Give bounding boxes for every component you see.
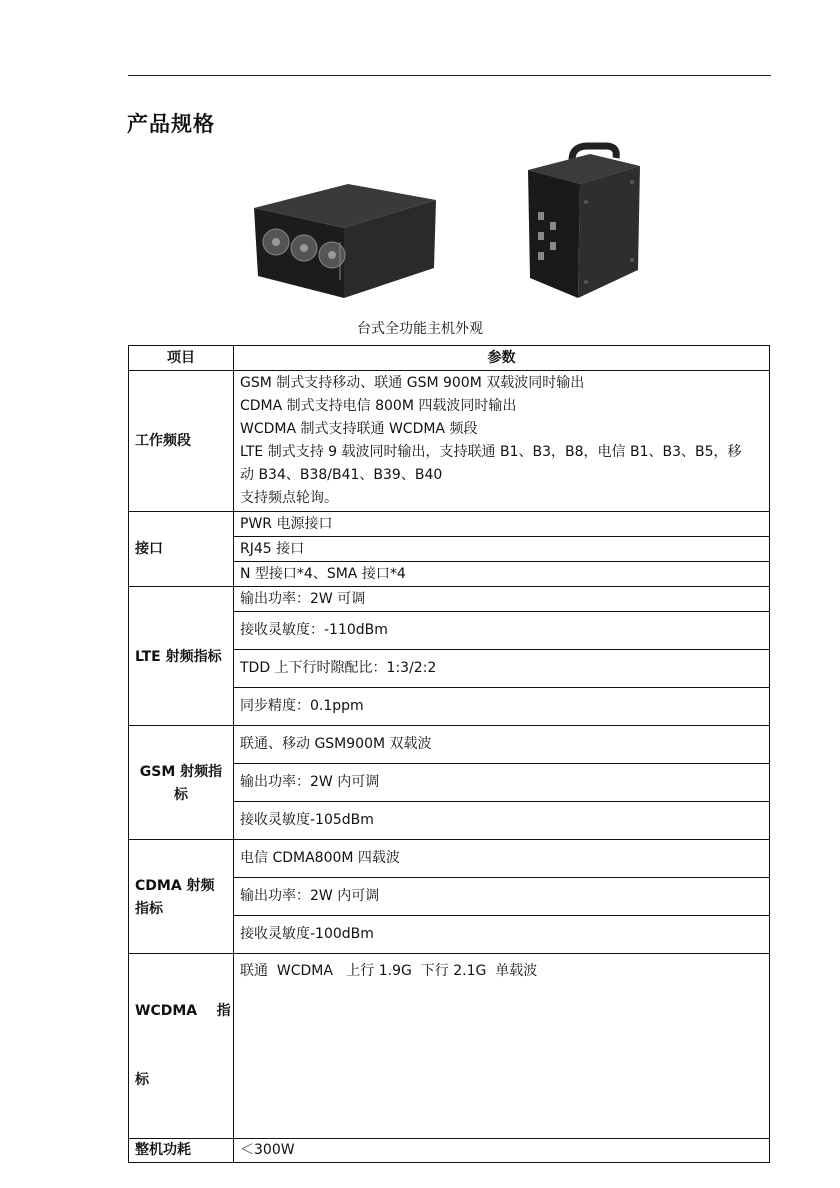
header-rule [128,75,771,76]
lte-value: 输出功率：2W 可调 [234,587,770,612]
interface-value: PWR 电源接口 [234,512,770,537]
cdma-label-line: 指标 [135,900,163,917]
power-value: ＜300W [234,1139,770,1163]
freq-line: 动 B34、B38/B41、B39、B40 [240,467,443,483]
interface-value: RJ45 接口 [234,537,770,562]
freq-line: CDMA 制式支持电信 800M 四载波同时输出 [240,398,517,414]
gsm-value: 联通、移动 GSM900M 双载波 [234,726,770,764]
freq-line: 支持频点轮询。 [240,490,338,506]
section-title: 产品规格 [127,112,215,136]
table-row [129,1139,770,1163]
table-row [129,587,770,612]
cdma-value: 电信 CDMA800M 四载波 [234,840,770,878]
cdma-value: 输出功率：2W 内可调 [234,878,770,916]
table-row [129,954,770,1139]
wcdma-label-line: WCDMA 指 [135,1003,231,1019]
table-header-row [129,346,770,371]
row-label-power: 整机功耗 [129,1139,234,1163]
wcdma-label-line: 标 [135,1072,149,1088]
cdma-label-line: CDMA 射频 [135,877,215,894]
row-label-cdma [129,840,234,954]
interface-value: N 型接口*4、SMA 接口*4 [234,562,770,587]
cdma-value: 接收灵敏度-100dBm [234,916,770,954]
desktop-unit-photo [248,180,438,300]
freq-cell [234,371,770,512]
table-row [129,512,770,537]
header-item: 项目 [129,346,234,371]
row-label-wcdma [129,954,234,1139]
table-row [129,371,770,512]
portable-unit-photo [520,142,648,300]
spec-table [128,345,770,1163]
figure-caption: 台式全功能主机外观 [357,321,483,337]
gsm-value: 输出功率：2W 内可调 [234,764,770,802]
wcdma-value: 联通 WCDMA 上行 1.9G 下行 2.1G 单载波 [234,954,770,1139]
lte-value: 接收灵敏度：-110dBm [234,612,770,650]
freq-line: WCDMA 制式支持联通 WCDMA 频段 [240,421,478,437]
row-label-freq: 工作频段 [129,371,234,512]
gsm-value: 接收灵敏度-105dBm [234,802,770,840]
lte-value: TDD 上下行时隙配比：1:3/2:2 [234,650,770,688]
gsm-label-line: GSM 射频指 [139,763,223,780]
row-label-gsm [129,726,234,840]
row-label-lte: LTE 射频指标 [129,587,234,726]
freq-line: GSM 制式支持移动、联通 GSM 900M 双载波同时输出 [240,375,585,391]
lte-value: 同步精度：0.1ppm [234,688,770,726]
gsm-label-line: 标 [174,786,188,803]
header-param: 参数 [234,346,770,371]
table-row [129,840,770,878]
row-label-interface: 接口 [129,512,234,587]
table-row [129,726,770,764]
freq-line: LTE 制式支持 9 载波同时输出，支持联通 B1、B3，B8，电信 B1、B3、B5，移 [240,444,742,460]
